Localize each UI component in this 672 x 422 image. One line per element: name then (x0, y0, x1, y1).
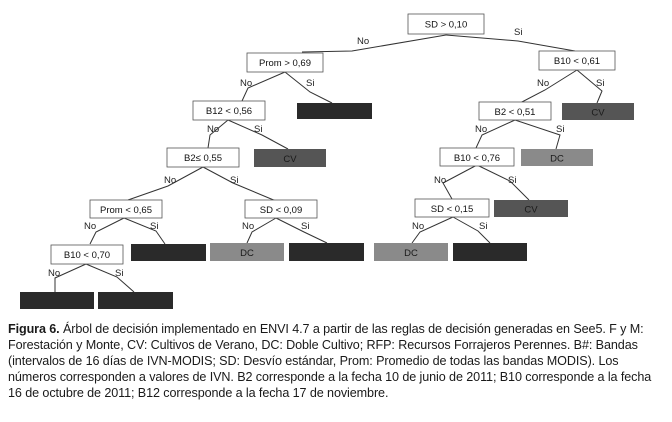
edge-label-si: Si (556, 124, 565, 135)
caption-label: Figura 6. (8, 322, 60, 336)
caption-text: Árbol de decisión implementado en ENVI 4.7 a partir de las reglas de decisión generadas en See5. F y M: Forestación y Monte, CV: Cultivos de Verano, DC: Doble Cultivo; RFP: Recursos Forrajeros Perennes. B#: Bandas (intervalos de 16 días de IVN-MODIS; SD: Desvío estándar, Prom: Promedio de todas las bandas MODIS). Los números corresponden a valores de IVN. B2 corresponde a la fecha 10 de junio de 2011; B10 corresponde a la fecha 16 de octubre de 2011; B12 corresponde a la fecha 17 de noviembre. (8, 322, 652, 400)
edge-label-si: Si (150, 221, 159, 232)
edge-l5-si (86, 264, 134, 292)
edge-l4a-si (124, 218, 165, 244)
node-l2 (193, 101, 265, 120)
node-l3 (167, 148, 239, 167)
node-label: Prom < 0,65 (99, 205, 153, 216)
leaf-label: CV (524, 204, 538, 216)
edge-label-no: No (412, 221, 425, 232)
leaf-dark (297, 103, 372, 119)
node-label: B10 < 0,61 (553, 56, 601, 67)
node-label: SD < 0,15 (430, 204, 474, 215)
node-r2 (479, 102, 551, 120)
edge-label-si: Si (514, 27, 523, 38)
edge-label-no: No (207, 124, 220, 135)
edge-label-no: No (242, 221, 255, 232)
node-l5 (51, 245, 123, 264)
edge-l3-si (203, 167, 276, 201)
leaf-label: DC (240, 248, 254, 259)
node-label: B10 < 0,70 (63, 250, 111, 261)
leaf-label: CV (591, 107, 605, 119)
node-r4 (415, 199, 489, 217)
edge-label-si: Si (115, 268, 124, 279)
edge-label-si: Si (254, 124, 263, 135)
edge-root-si (446, 35, 575, 51)
leaf-r4-dc (374, 243, 448, 261)
node-l4a (90, 200, 162, 218)
leaf-r3-dc (521, 149, 593, 166)
node-label: B12 < 0,56 (205, 106, 253, 117)
node-l1 (247, 53, 323, 72)
node-label: B2≤ 0,55 (184, 153, 222, 164)
edge-label-si: Si (479, 221, 488, 232)
leaf-dark (20, 292, 94, 309)
leaf-dark (131, 244, 206, 261)
figure-caption (8, 321, 664, 401)
node-label: Prom > 0,69 (258, 58, 312, 69)
edge-label-no: No (434, 175, 447, 186)
edge-label-si: Si (230, 175, 239, 186)
node-r3 (440, 148, 514, 166)
leaf-dark (453, 243, 527, 261)
edge-label-si: Si (306, 78, 315, 89)
edge-r3-si (477, 165, 529, 200)
leaf-l3-cv (254, 149, 326, 167)
edge-label-si: Si (596, 78, 605, 89)
leaf-r4-cv (494, 200, 568, 217)
node-label: B2 < 0,51 (494, 107, 536, 118)
edge-label-no: No (48, 268, 61, 279)
edge-label-no: No (240, 78, 253, 89)
leaf-l4b-dc (210, 243, 284, 261)
node-label: SD < 0,09 (259, 205, 303, 216)
leaf-r2-cv (562, 103, 634, 120)
node-label: SD > 0,10 (424, 19, 468, 31)
leaf-dark (98, 292, 173, 309)
node-r1 (539, 51, 615, 70)
node-label: B10 < 0,76 (453, 153, 501, 164)
leaf-label: DC (404, 248, 418, 259)
edge-label-no: No (475, 124, 488, 135)
edge-label-no: No (84, 221, 97, 232)
node-l4b (245, 200, 317, 218)
node-root (408, 14, 484, 34)
edge-label-no: No (164, 175, 177, 186)
leaf-label: DC (550, 153, 564, 165)
edge-label-no: No (537, 78, 550, 89)
edge-r2-si (515, 120, 560, 149)
edge-labels (48, 27, 604, 279)
leaf-dark (289, 243, 364, 261)
edge-root-no (302, 35, 446, 52)
edge-label-si: Si (508, 175, 517, 186)
edge-r3-no (443, 165, 477, 199)
edge-label-si: Si (301, 221, 310, 232)
edge-label-no: No (357, 36, 370, 47)
leaf-label: CV (283, 154, 297, 165)
